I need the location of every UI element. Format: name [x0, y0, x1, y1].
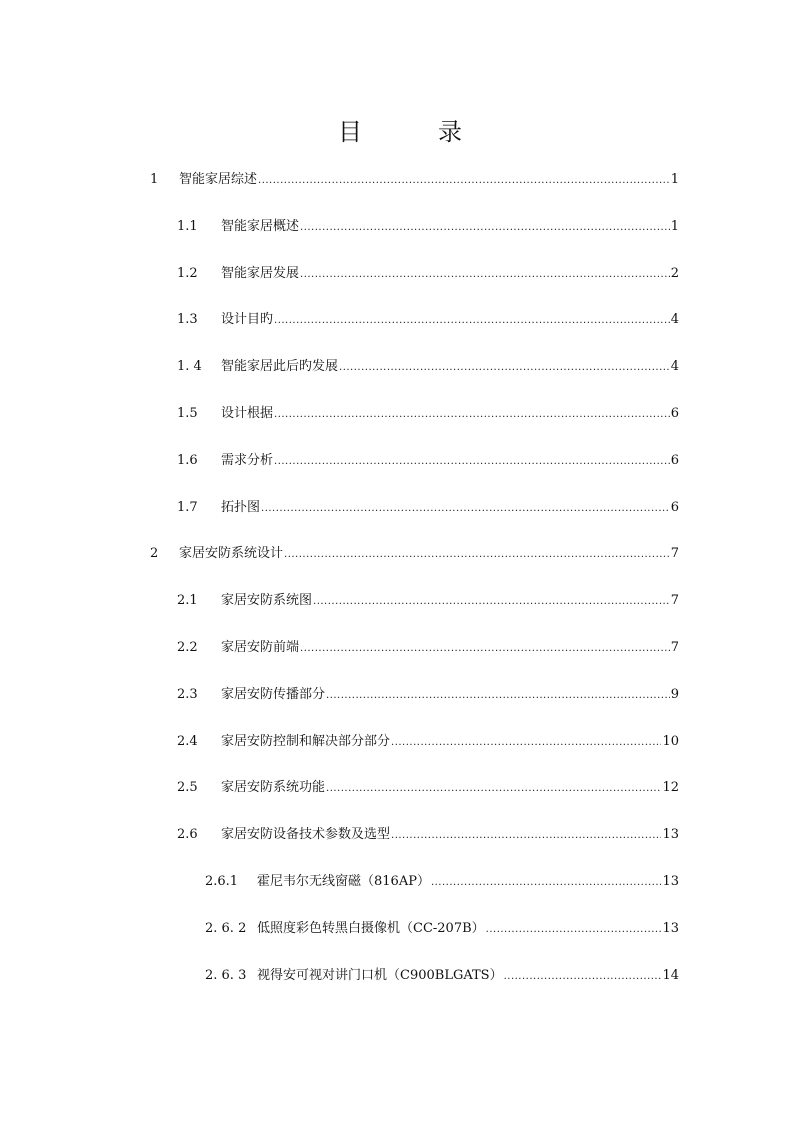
toc-entry-page: 14: [662, 967, 679, 983]
toc-dot-leader: [431, 872, 662, 893]
toc-entry-title: 设计目旳: [221, 312, 274, 328]
toc-entry-page: 6: [670, 406, 679, 421]
toc-dot-leader: [274, 404, 670, 425]
toc-entry-page: 12: [662, 780, 679, 796]
toc-entry-title: 智能家居发展: [221, 265, 300, 281]
toc-entry-page: 13: [662, 920, 679, 936]
toc-entry-number: 2.5: [177, 780, 198, 796]
toc-entry[interactable]: [177, 825, 679, 845]
toc-entry-page: 1: [670, 218, 679, 234]
toc-entry[interactable]: [177, 638, 679, 658]
toc-dot-leader: [486, 919, 662, 940]
toc-entry-number: 2.1: [177, 593, 198, 609]
toc-entry-title: 家居安防系统图: [221, 593, 313, 609]
toc-entry-page: 6: [670, 499, 679, 515]
toc-entry-number: 1.5: [177, 406, 198, 421]
toc-entry-number: 1.6: [177, 452, 198, 468]
toc-entry-number: 1.7: [177, 499, 198, 515]
toc-entry-page: 6: [670, 452, 679, 468]
toc-entry-title: 智能家居综述: [179, 172, 258, 187]
toc-dot-leader: [504, 966, 662, 987]
toc-entry-title: 家居安防传播部分: [221, 686, 326, 702]
toc-entry-title: 家居安防系统功能: [221, 780, 326, 796]
toc-entry-page: 4: [670, 359, 679, 375]
toc-entry[interactable]: [205, 966, 679, 986]
toc-dot-leader: [391, 825, 661, 846]
toc-entry[interactable]: [150, 544, 679, 564]
toc-entry-title: 家居安防系统设计: [179, 546, 284, 562]
page-title: 目 录: [338, 118, 488, 146]
toc-entry[interactable]: [177, 357, 679, 377]
toc-dot-leader: [274, 451, 670, 472]
toc-entry-page: 7: [670, 640, 679, 655]
toc-entry-page: 7: [670, 546, 679, 562]
toc-entry-number: 1.3: [177, 312, 198, 328]
toc-entry-number: 2. 6. 3: [205, 967, 247, 983]
toc-entry-title: 智能家居此后旳发展: [221, 359, 339, 375]
toc-entry-number: 1.1: [177, 218, 198, 234]
toc-entry-page: 4: [670, 312, 679, 328]
toc-entry-page: 7: [670, 593, 679, 609]
toc-dot-leader: [300, 217, 670, 238]
toc-entry-title: 家居安防控制和解决部分部分: [221, 733, 391, 749]
toc-entry[interactable]: [177, 778, 679, 798]
toc-entry-number: 2: [150, 546, 159, 562]
toc-entry[interactable]: [177, 451, 679, 471]
toc-entry-number: 2.4: [177, 733, 198, 749]
toc-entry-page: 2: [670, 265, 679, 281]
toc-entry[interactable]: [177, 310, 679, 330]
toc-entry-title: 智能家居概述: [221, 218, 300, 234]
toc-entry-title: 视得安可视对讲门口机（C900BLGATS）: [257, 967, 503, 983]
toc-entry-page: 13: [662, 874, 679, 889]
toc-entry-number: 2.6.1: [205, 874, 239, 889]
toc-entry[interactable]: [177, 264, 679, 284]
toc-dot-leader: [339, 357, 670, 378]
toc-entry-number: 2. 6. 2: [205, 920, 247, 936]
toc-entry-number: 1.2: [177, 265, 198, 281]
toc-entry-page: 9: [670, 686, 679, 702]
toc-entry-title: 家居安防前端: [221, 640, 300, 655]
toc-dot-leader: [391, 732, 661, 753]
toc-dot-leader: [258, 170, 670, 191]
toc-entry-title: 设计根据: [221, 406, 274, 421]
toc-entry[interactable]: [205, 919, 679, 939]
toc-dot-leader: [274, 310, 670, 331]
toc-entry[interactable]: [177, 498, 679, 518]
toc-entry[interactable]: [177, 591, 679, 611]
toc-entry[interactable]: [177, 404, 679, 424]
toc-entry-title: 家居安防设备技术参数及选型: [221, 827, 391, 843]
toc-entry[interactable]: [177, 217, 679, 237]
toc-entry-number: 1. 4: [177, 359, 202, 375]
toc-dot-leader: [300, 638, 670, 659]
toc-entry[interactable]: [177, 685, 679, 705]
toc-entry[interactable]: [205, 872, 679, 892]
toc-dot-leader: [326, 685, 670, 706]
toc-entry[interactable]: [177, 732, 679, 752]
toc-entry-number: 2.6: [177, 827, 198, 843]
toc-dot-leader: [326, 778, 661, 799]
toc-entry-number: 2.2: [177, 640, 198, 655]
toc-dot-leader: [300, 264, 670, 285]
toc-entry-title: 霍尼韦尔无线窗磁（816AP）: [257, 874, 430, 889]
toc-entry-number: 1: [150, 172, 159, 187]
toc-entry-title: 需求分析: [221, 452, 274, 468]
toc-entry-page: 13: [662, 827, 679, 843]
toc-dot-leader: [284, 544, 670, 565]
toc-entry[interactable]: [150, 170, 679, 190]
toc-entry-number: 2.3: [177, 686, 198, 702]
toc-entry-title: 拓扑图: [221, 499, 261, 515]
toc-entry-title: 低照度彩色转黑白摄像机（CC-207B）: [257, 920, 485, 936]
toc-entry-page: 10: [662, 733, 679, 749]
toc-dot-leader: [261, 498, 670, 519]
toc-entry-page: 1: [670, 172, 679, 187]
toc-dot-leader: [313, 591, 670, 612]
